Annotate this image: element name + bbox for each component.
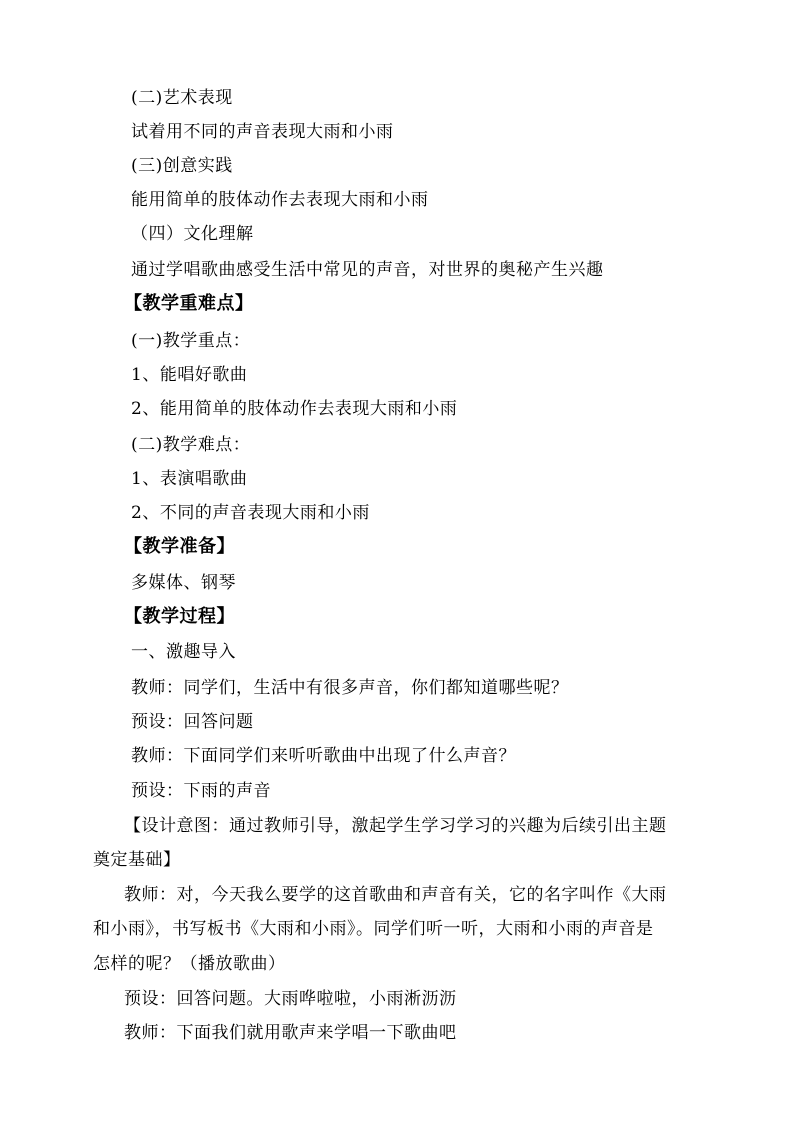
- list-item: 1、表演唱歌曲: [131, 469, 248, 489]
- dialogue-line: 怎样的呢？（播放歌曲）: [93, 954, 286, 974]
- teaching-preparation-heading: 【教学准备】: [124, 536, 235, 557]
- dialogue-line: 教师：同学们，生活中有很多声音，你们都知道哪些呢？: [131, 678, 569, 698]
- section-cultural-understanding-heading: （四）文化理解: [131, 224, 254, 244]
- list-item: 2、不同的声音表现大雨和小雨: [131, 503, 370, 523]
- section-creative-practice-heading: (三)创意实践: [131, 156, 233, 176]
- section-art-expression-heading: (二)艺术表现: [131, 88, 233, 108]
- key-difficult-points-heading: 【教学重难点】: [124, 293, 254, 314]
- dialogue-line: 和小雨》，书写板书《大雨和小雨》。同学们听一听，大雨和小雨的声音是: [93, 919, 654, 939]
- dialogue-line: 预设：回答问题: [131, 712, 254, 732]
- paragraph-text: 试着用不同的声音表现大雨和小雨: [131, 122, 394, 142]
- dialogue-line: 教师：下面我们就用歌声来学唱一下歌曲吧: [124, 1023, 457, 1043]
- paragraph-text: 通过学唱歌曲感受生活中常见的声音，对世界的奥秘产生兴趣: [131, 260, 604, 280]
- design-intent-text: 【设计意图：通过教师引导，激起学生学习学习的兴趣为后续引出主题: [124, 816, 667, 836]
- subheading-key-points: (一)教学重点：: [131, 331, 251, 351]
- subheading-introduction: 一、激趣导入: [131, 642, 236, 662]
- list-item: 1、能唱好歌曲: [131, 365, 248, 385]
- dialogue-line: 预设：下雨的声音: [131, 781, 271, 801]
- subheading-difficult-points: (二)教学难点：: [131, 435, 251, 455]
- list-item: 2、能用简单的肢体动作去表现大雨和小雨: [131, 399, 458, 419]
- teaching-process-heading: 【教学过程】: [124, 606, 235, 627]
- dialogue-line: 教师：下面同学们来听听歌曲中出现了什么声音？: [131, 746, 516, 766]
- paragraph-text: 多媒体、钢琴: [131, 573, 236, 593]
- paragraph-text: 能用简单的肢体动作去表现大雨和小雨: [131, 190, 429, 210]
- dialogue-line: 预设：回答问题。大雨哗啦啦，小雨淅沥沥: [124, 989, 457, 1009]
- design-intent-text: 奠定基础】: [93, 850, 181, 870]
- dialogue-line: 教师：对，今天我么要学的这首歌曲和声音有关，它的名字叫作《大雨: [124, 885, 667, 905]
